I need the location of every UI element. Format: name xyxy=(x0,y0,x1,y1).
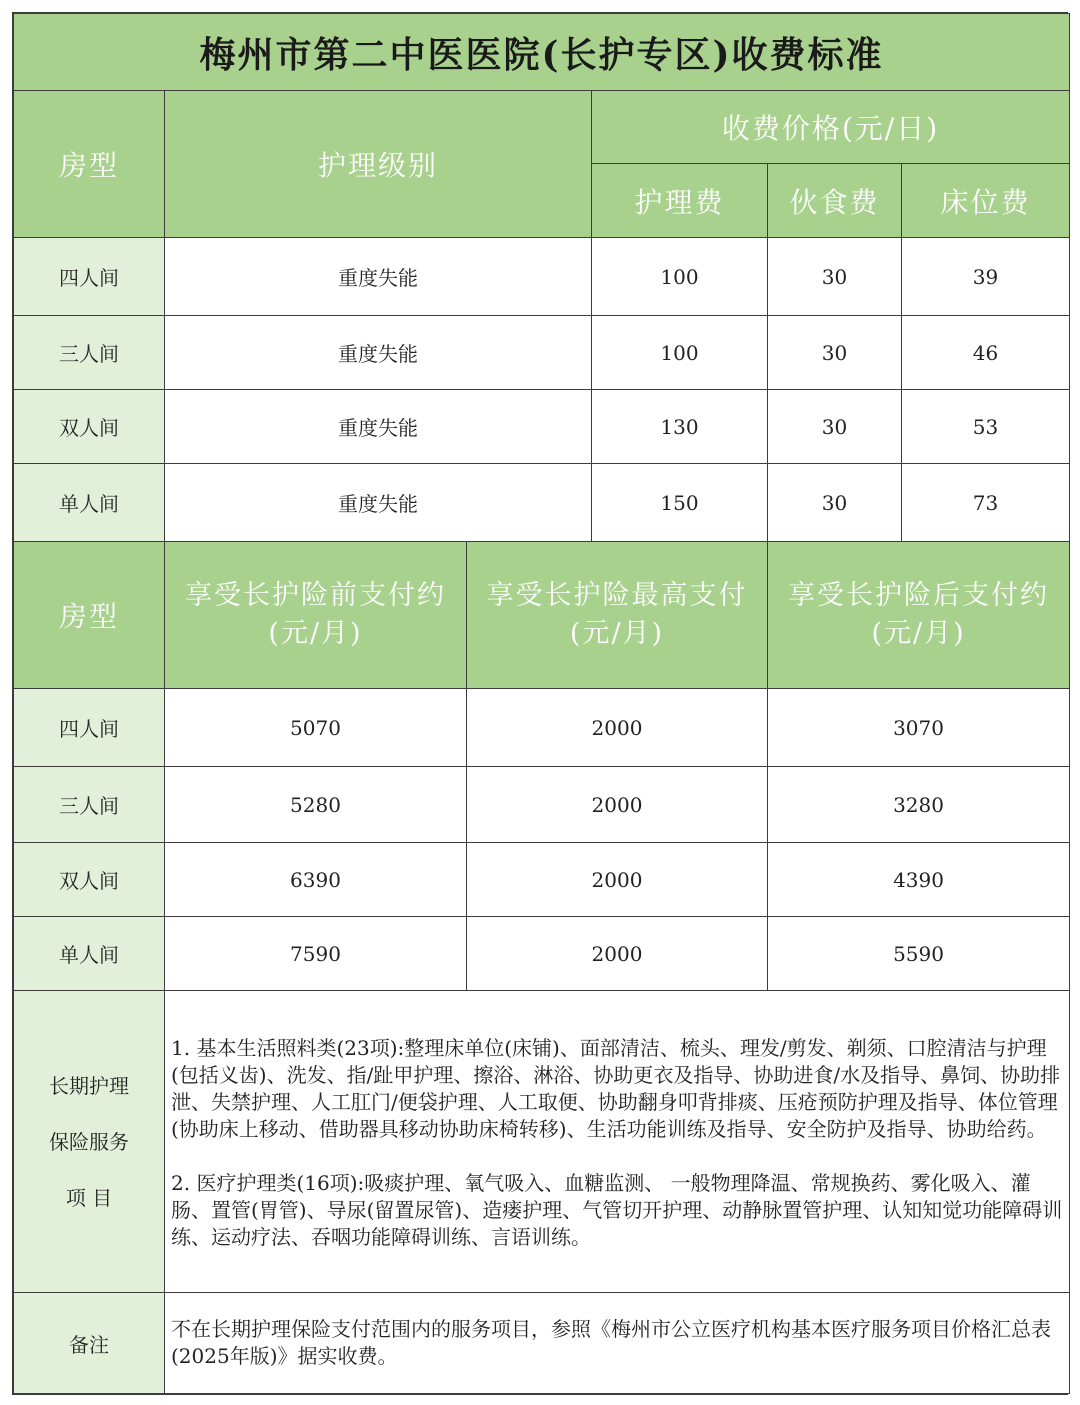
care-level-cell: 重度失能 xyxy=(165,390,592,464)
room-type-cell: 三人间 xyxy=(14,316,165,390)
services-list xyxy=(165,991,1070,1293)
pay-before-cell: 7590 xyxy=(165,917,467,991)
care-level-cell: 重度失能 xyxy=(165,238,592,316)
header-pay-after-line2: (元/月) xyxy=(871,618,966,649)
pay-after-cell: 5590 xyxy=(768,917,1070,991)
bed-fee-cell: 53 xyxy=(902,390,1070,464)
remarks-label: 备注 xyxy=(14,1293,165,1394)
header-pay-after xyxy=(768,542,1070,689)
nursing-fee-cell: 130 xyxy=(592,390,768,464)
header-room-type-2: 房型 xyxy=(14,542,165,689)
page-title: 梅州市第二中医医院(长护专区)收费标准 xyxy=(14,14,1070,91)
pay-before-cell: 5280 xyxy=(165,767,467,843)
table-row xyxy=(14,689,1070,767)
service-item-basic-care: 1. 基本生活照料类(23项):整理床单位(床铺)、面部清洁、梳头、理发/剪发、剃须、口腔清洁与护理(包括义齿)、洗发、指/趾甲护理、擦浴、淋浴、协助更衣及指导、协助进食/水及指导、鼻饲、协助排泄、失禁护理、人工肛门/便袋护理、人工取便、协助翻身叩背排痰、压疮预防护理及指导、体位管理(协助床上移动、借助器具移动协助床椅转移)、生活功能训练及指导、安全防护及指导、协助给药。 xyxy=(171,1035,1061,1141)
table-row xyxy=(14,767,1070,843)
header-pay-before-line2: (元/月) xyxy=(268,618,363,649)
fee-standard-sheet xyxy=(12,12,1068,1395)
header-pay-before-line1: 享受长护险前支付约 xyxy=(185,580,446,611)
bed-fee-cell: 46 xyxy=(902,316,1070,390)
remarks-text: 不在长期护理保险支付范围内的服务项目，参照《梅州市公立医疗机构基本医疗服务项目价格汇总表(2025年版)》据实收费。 xyxy=(165,1293,1070,1394)
room-type-cell: 单人间 xyxy=(14,464,165,542)
room-type-cell: 四人间 xyxy=(14,689,165,767)
pay-before-cell: 6390 xyxy=(165,843,467,917)
header-pay-max-line2: (元/月) xyxy=(569,618,665,649)
pay-max-cell: 2000 xyxy=(467,917,768,991)
header-room-type: 房型 xyxy=(14,91,165,238)
header-pay-max-line1: 享受长护险最高支付 xyxy=(486,580,748,611)
services-label-line2: 保险服务 xyxy=(49,1129,129,1154)
header-price-group: 收费价格(元/日) xyxy=(592,91,1070,164)
header-nursing-fee: 护理费 xyxy=(592,164,768,238)
nursing-fee-cell: 100 xyxy=(592,316,768,390)
pay-max-cell: 2000 xyxy=(467,767,768,843)
room-type-cell: 四人间 xyxy=(14,238,165,316)
room-type-cell: 双人间 xyxy=(14,390,165,464)
header-meal-fee: 伙食费 xyxy=(768,164,902,238)
table-row xyxy=(14,238,1070,316)
bed-fee-cell: 73 xyxy=(902,464,1070,542)
pay-after-cell: 3280 xyxy=(768,767,1070,843)
bed-fee-cell: 39 xyxy=(902,238,1070,316)
table-row xyxy=(14,917,1070,991)
header-care-level: 护理级别 xyxy=(165,91,592,238)
fee-table xyxy=(13,13,1070,1394)
services-label-line3: 项 目 xyxy=(65,1185,113,1210)
header-pay-after-line1: 享受长护险后支付约 xyxy=(788,580,1050,611)
services-label-line1: 长期护理 xyxy=(49,1073,129,1098)
table-row xyxy=(14,316,1070,390)
pay-before-cell: 5070 xyxy=(165,689,467,767)
pay-after-cell: 4390 xyxy=(768,843,1070,917)
nursing-fee-cell: 150 xyxy=(592,464,768,542)
header-pay-before xyxy=(165,542,467,689)
service-item-medical-care: 2. 医疗护理类(16项):吸痰护理、氧气吸入、血糖监测、 一般物理降温、常规换药、雾化吸入、灌肠、置管(胃管)、导尿(留置尿管)、造瘘护理、气管切开护理、动静脉置管护理、认知知觉功能障碍训练、运动疗法、吞咽功能障碍训练、言语训练。 xyxy=(171,1170,1063,1249)
services-label xyxy=(14,991,165,1293)
room-type-cell: 双人间 xyxy=(14,843,165,917)
pay-max-cell: 2000 xyxy=(467,843,768,917)
pay-after-cell: 3070 xyxy=(768,689,1070,767)
room-type-cell: 单人间 xyxy=(14,917,165,991)
nursing-fee-cell: 100 xyxy=(592,238,768,316)
table-row xyxy=(14,843,1070,917)
pay-max-cell: 2000 xyxy=(467,689,768,767)
table-row xyxy=(14,464,1070,542)
meal-fee-cell: 30 xyxy=(768,238,902,316)
table-row xyxy=(14,390,1070,464)
room-type-cell: 三人间 xyxy=(14,767,165,843)
meal-fee-cell: 30 xyxy=(768,390,902,464)
meal-fee-cell: 30 xyxy=(768,316,902,390)
meal-fee-cell: 30 xyxy=(768,464,902,542)
care-level-cell: 重度失能 xyxy=(165,316,592,390)
care-level-cell: 重度失能 xyxy=(165,464,592,542)
header-bed-fee: 床位费 xyxy=(902,164,1070,238)
header-pay-max xyxy=(467,542,768,689)
